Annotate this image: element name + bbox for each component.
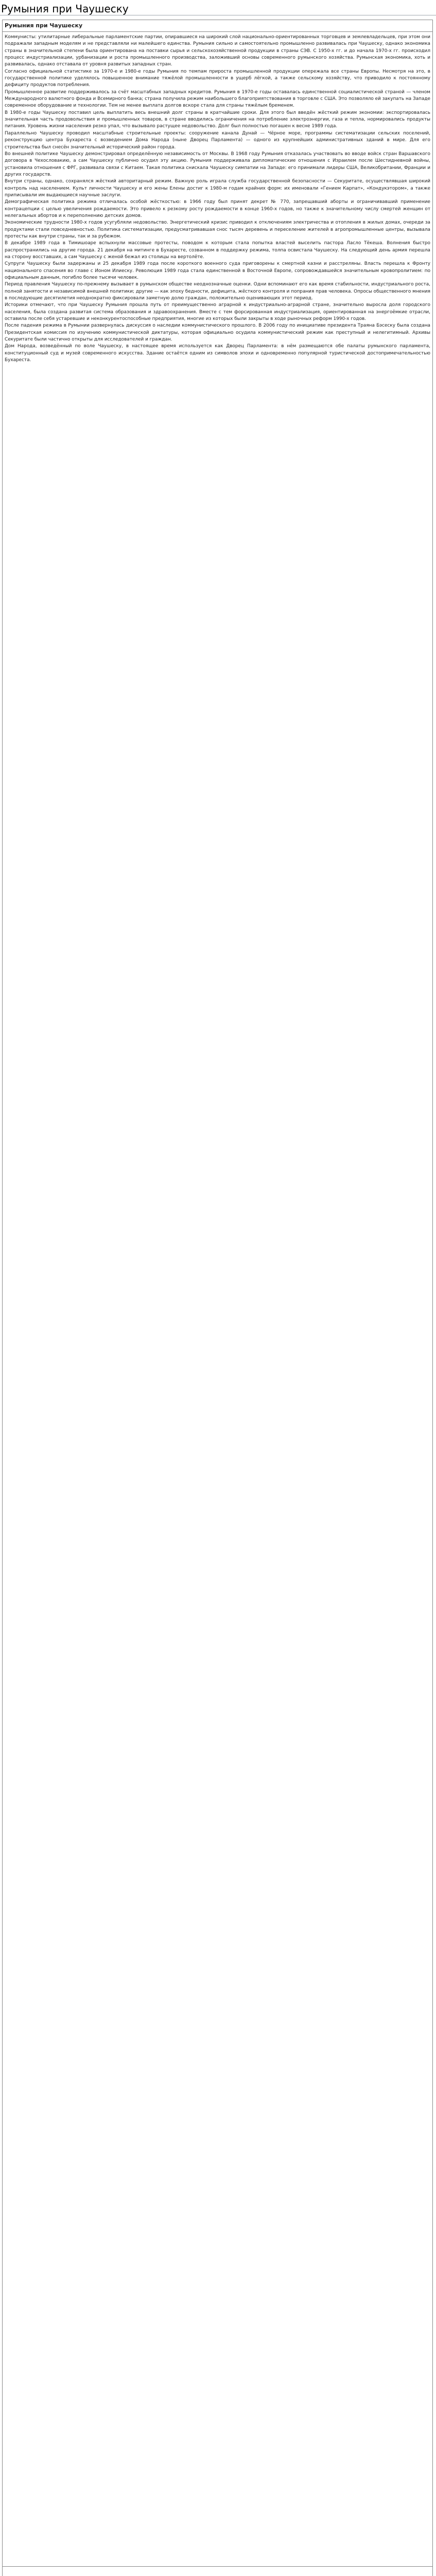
article-paragraph: Экономические трудности 1980-х годов усугубляли недовольство. Энергетический кризис приводил к отключениям электричества и отопления в жилых домах, очереди за продуктами стали повседневностью. Политика систематизации, предусматривавшая снос тысяч деревень и переселение жителей в агропромышленные центры, вызывала протесты как внутри страны, так и за рубежом.: [5, 220, 430, 239]
empty-table-row: [3, 2566, 432, 2576]
article-paragraph: Коммунисты: утилитарные либеральные парламентские партии, опиравшиеся на широкий слой национально-ориентированных торговцев и землевладельцев, при этом они подражали западным моделям и не представляли ни малейшего единства. Румыния сильно и самостоятельно промышленно развивалась при Чаушеску, однако экономика страны в значительной степени была ориентирована на поставки сырья и сельскохозяйственной продукции в страны СЭВ. С 1950-х гг. и до начала 1970-х гг. происходил процесс индустриализации, урбанизации и роста промышленного производства, заложивший основы современного румынского хозяйства. Румынская экономика, хоть и развивалась, однако отставала от уровня развитых западных стран.: [5, 35, 430, 67]
table-header: Румыния при Чаушеску: [3, 20, 432, 32]
article-paragraph: В декабре 1989 года в Тимишоаре вспыхнули массовые протесты, поводом к которым стала попытка властей выселить пастора Ласло Тёкеша. Волнения быстро распространились на другие города. 21 декабря на митинге в Бухаресте, созванном в поддержку режима, толпа освистала Чаушеску. На следующий день армия перешла на сторону восставших, а сам Чаушеску с женой бежал из столицы на вертолёте.: [5, 241, 430, 260]
content-table: [2, 20, 433, 2576]
article-paragraph: Промышленное развитие поддерживалось за счёт масштабных западных кредитов. Румыния в 1970-е годы оставалась единственной социалистической страной — членом Международного валютного фонда и Всемирного банка; страна получила режим наибольшего благоприятствования в торговле с США. Это позволяло ей закупать на Западе современное оборудование и технологии. Тем не менее выплата долгов вскоре стала для страны тяжёлым бременем.: [5, 89, 430, 109]
article-paragraph: После падения режима в Румынии развернулась дискуссия о наследии коммунистического прошлого. В 2006 году по инициативе президента Траяна Бэсеску была создана Президентская комиссия по изучению коммунистической диктатуры, которая официально осудила коммунистический режим как преступный и нелегитимный. Архивы Секуритате были частично открыты для исследователей и граждан.: [5, 323, 430, 343]
empty-table-rows: [3, 2566, 432, 2576]
article-paragraph: Согласно официальной статистике за 1970-е и 1980-е годы Румыния по темпам прироста промышленной продукции опережала все страны Европы. Несмотря на это, в государственной политике уделялось повышенное внимание тяжёлой промышленности в ущерб лёгкой, а также сельскому хозяйству, что приводило к постоянному дефициту продуктов потребления.: [5, 69, 430, 88]
article-paragraph: Внутри страны, однако, сохранялся жёсткий авторитарный режим. Важную роль играла служба государственной безопасности — Секуритате, осуществлявшая широкий контроль над населением. Культ личности Чаушеску и его жены Елены достиг к 1980-м годам крайних форм: их именовали «Гением Карпат», «Кондукэтором», а также приписывали им выдающиеся научные заслуги.: [5, 179, 430, 198]
article-paragraph: Период правления Чаушеску по-прежнему вызывает в румынском обществе неоднозначные оценки. Одни вспоминают его как время стабильности, индустриального роста, полной занятости и независимой внешней политики; другие — как эпоху бедности, дефицита, жёсткого контроля и попрания прав человека. Опросы общественного мнения в последующие десятилетия неоднократно фиксировали заметную долю граждан, положительно оценивающих этот период.: [5, 282, 430, 301]
article-paragraph: Параллельно Чаушеску проводил масштабные строительные проекты: сооружение канала Дунай — Чёрное море, программы систематизации сельских поселений, реконструкцию центра Бухареста с возведением Дома Народа (ныне Дворец Парламента) — одного из крупнейших административных зданий в мире. Для его строительства был снесён значительный исторический район города.: [5, 130, 430, 150]
article-body: [3, 32, 432, 364]
article-paragraph: В 1980-е годы Чаушеску поставил цель выплатить весь внешний долг страны в кратчайшие сроки. Для этого был введён жёсткий режим экономии: экспортировалась значительная часть продовольствия и промышленных товаров, в стране вводились ограничения на потребление электроэнергии, газа и тепла, нормировались продукты питания. Уровень жизни населения резко упал, что вызывало растущее недовольство. Долг был полностью погашен к весне 1989 года.: [5, 110, 430, 129]
article-paragraph: Дом Народа, возведённый по воле Чаушеску, в настоящее время используется как Дворец Парламента: в нём размещаются обе палаты румынского парламента, конституционный суд и музей современного искусства. Здание остаётся одним из символов эпохи и одновременно популярной туристической достопримечательностью Бухареста.: [5, 344, 430, 363]
article-paragraph: Во внешней политике Чаушеску демонстрировал определённую независимость от Москвы. В 1968 году Румыния отказалась участвовать во вводе войск стран Варшавского договора в Чехословакию, а сам Чаушеску публично осудил эту акцию. Румыния поддерживала дипломатические отношения с Израилем после Шестидневной войны, установила отношения с ФРГ, развивала связи с Китаем. Такая политика снискала Чаушеску симпатии на Западе: его принимали лидеры США, Великобритании, Франции и других государств.: [5, 151, 430, 177]
article-paragraph: Историки отмечают, что при Чаушеску Румыния прошла путь от преимущественно аграрной к индустриально-аграрной стране, значительно выросла доля городского населения, была создана развитая система образования и здравоохранения. Вместе с тем форсированная индустриализация, ориентированная на энергоёмкие отрасли, оставила после себя устаревшие и неконкурентоспособные предприятия, многие из которых были закрыты в ходе рыночных реформ 1990-х годов.: [5, 302, 430, 322]
page-title: Румыния при Чаушеску: [0, 0, 436, 15]
article-paragraph: Демографическая политика режима отличалась особой жёсткостью: в 1966 году был принят декрет № 770, запрещавший аборты и ограничивавший применение контрацепции с целью увеличения рождаемости. Это привело к резкому росту рождаемости в конце 1960-х годов, но также к значительному числу смертей женщин от нелегальных абортов и к переполнению детских домов.: [5, 199, 430, 218]
article-paragraph: Супруги Чаушеску были задержаны и 25 декабря 1989 года после короткого военного суда приговорены к смертной казни и расстреляны. Власть перешла к Фронту национального спасения во главе с Ионом Илиеску. Революция 1989 года стала единственной в Восточной Европе, сопровождавшейся значительным кровопролитием: по официальным данным, погибло более тысячи человек.: [5, 261, 430, 281]
